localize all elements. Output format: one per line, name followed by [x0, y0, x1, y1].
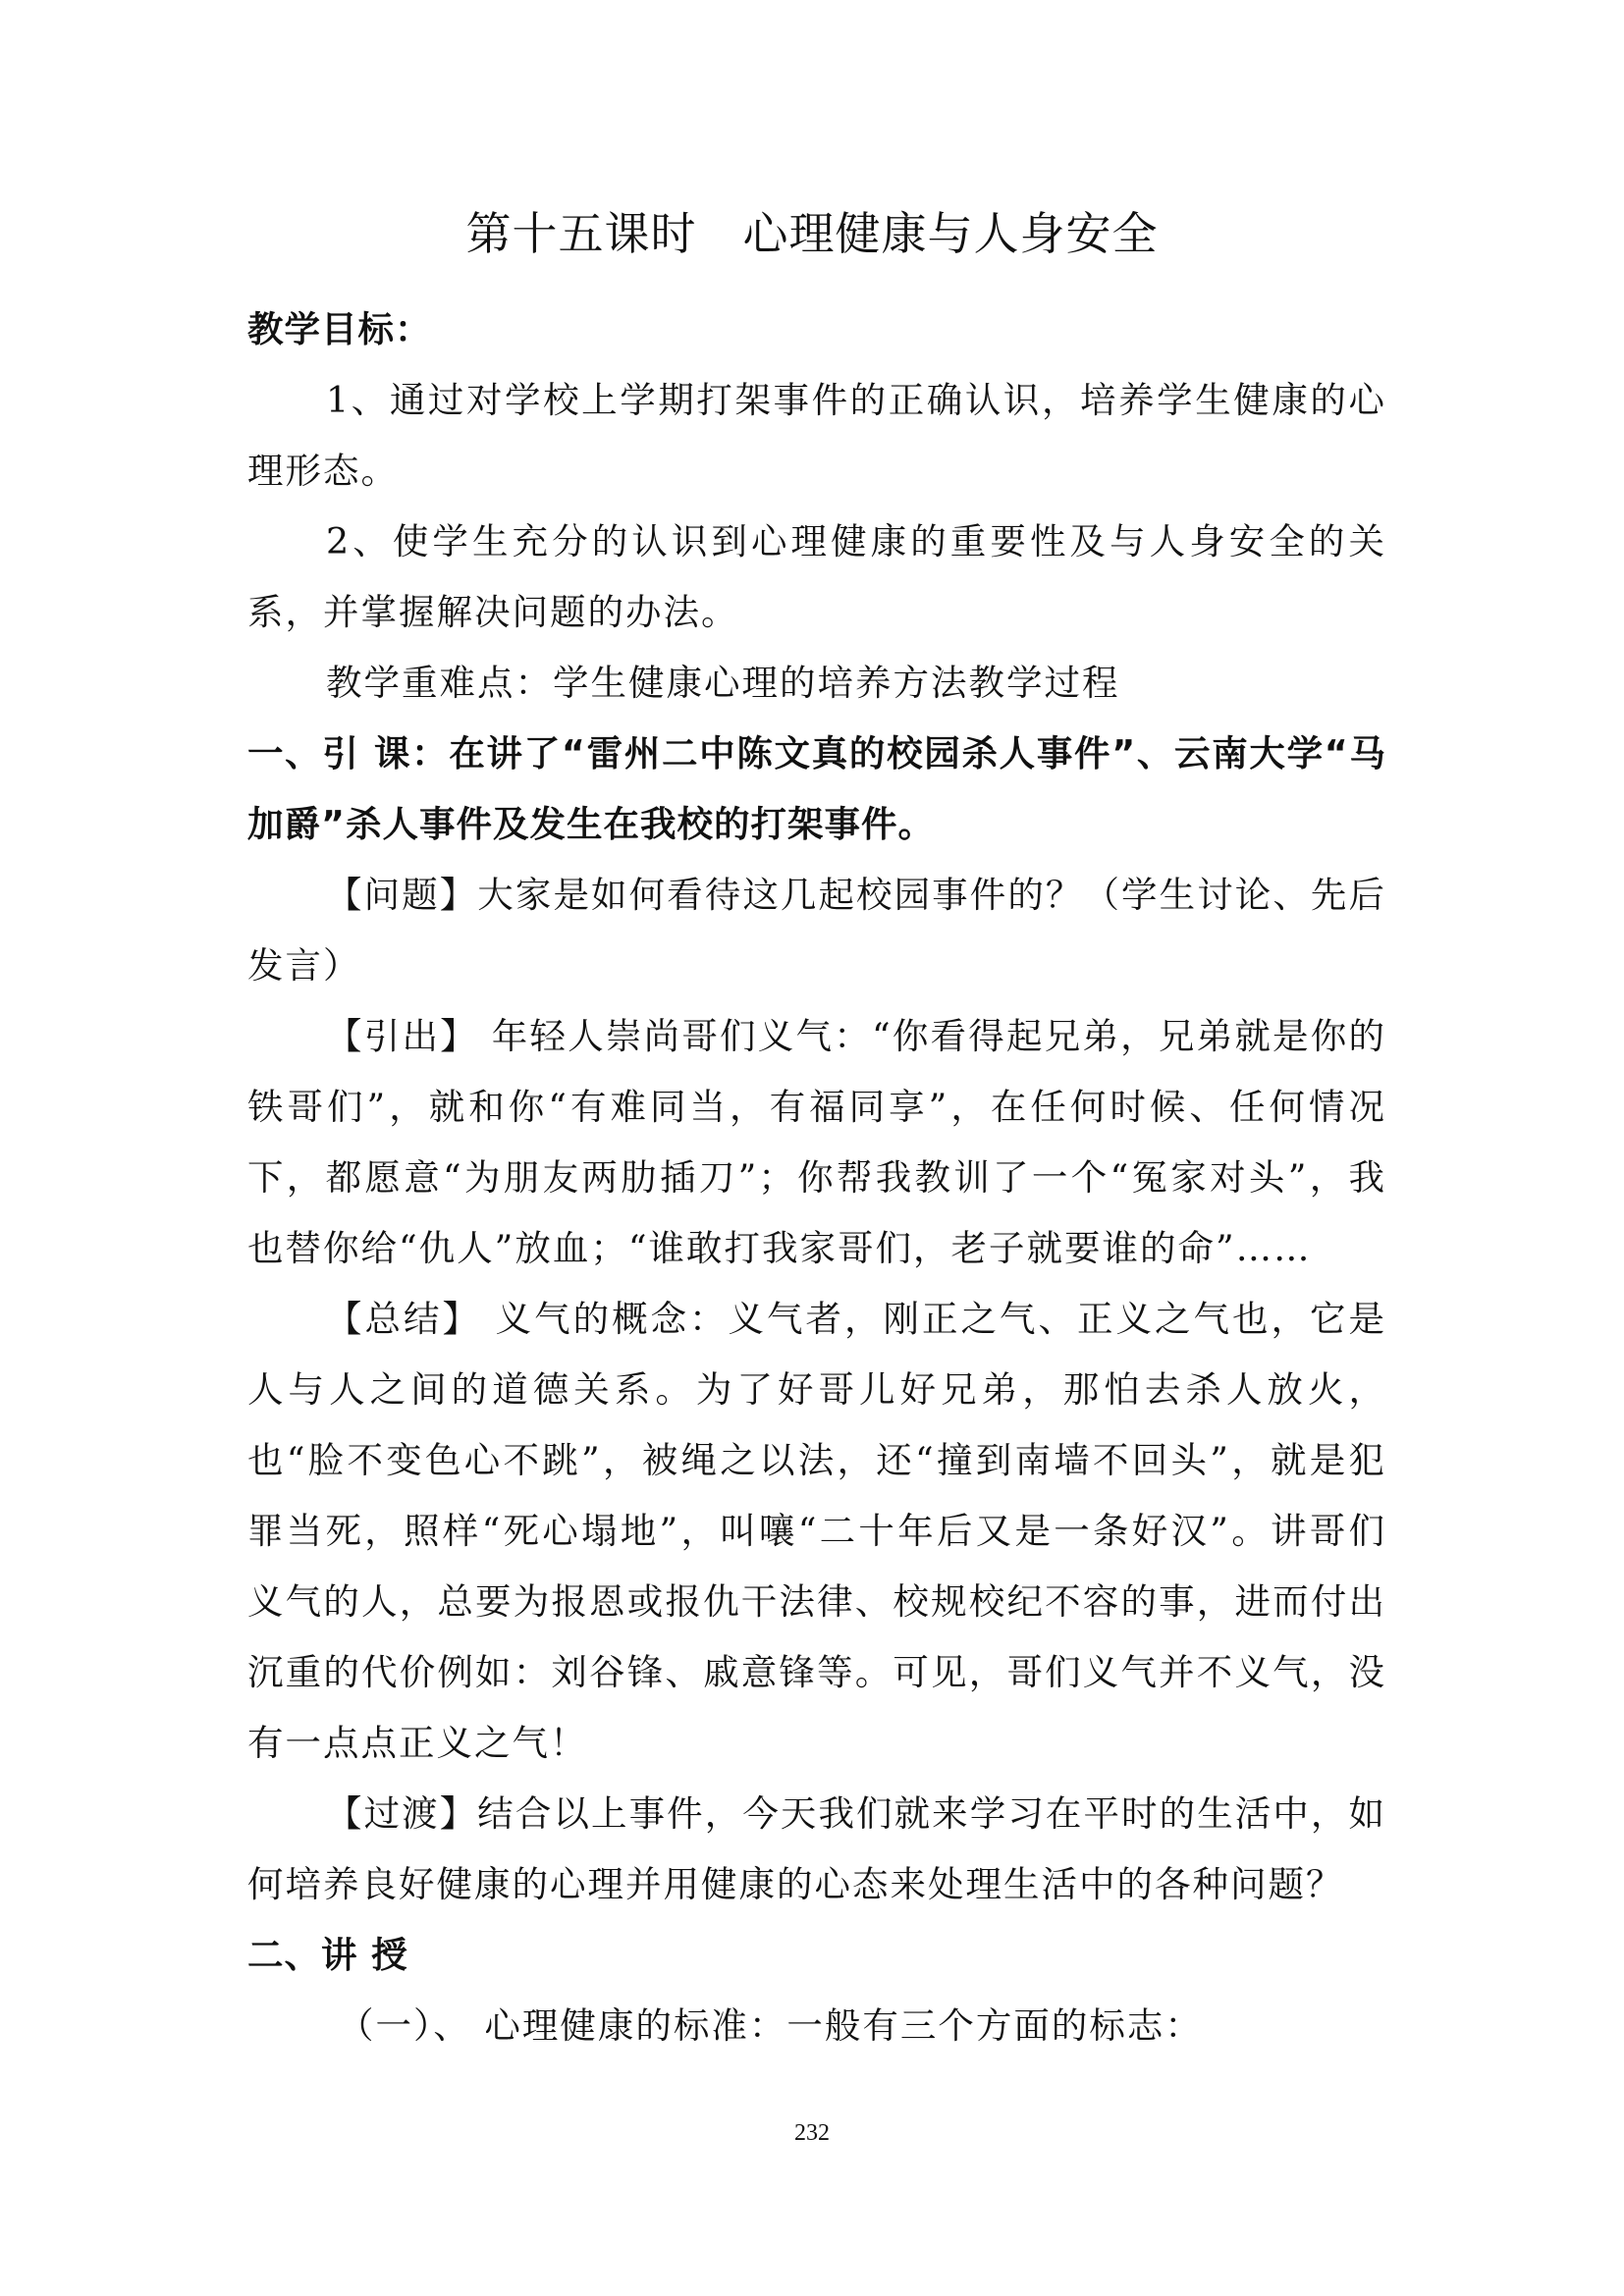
lesson-content — [247, 294, 1386, 2061]
objective-2: 2、使学生充分的认识到心理健康的重要性及与人身安全的关系，并掌握解决问题的办法。 — [247, 520, 1386, 633]
section-2-heading: 二、讲 授 — [247, 1934, 408, 1976]
objectives-heading: 教学目标： — [247, 308, 432, 350]
transition-paragraph: 【过渡】结合以上事件，今天我们就来学习在平时的生活中，如何培养良好健康的心理并用健康的心态来处理生活中的各种问题？ — [247, 1792, 1386, 1905]
subsection-1: （一）、 心理健康的标准：一般有三个方面的标志： — [338, 2004, 1203, 2047]
introduction-paragraph: 【引出】 年轻人崇尚哥们义气：“你看得起兄弟，兄弟就是你的铁哥们”，就和你“有难同当，有福同享”，在任何时候、任何情况下，都愿意“为朋友两肋插刀”；你帮我教训了一个“冤家对头”，我也替你给“仇人”放血；“谁敢打我家哥们，老子就要谁的命”…… — [247, 1015, 1386, 1269]
question-paragraph: 【问题】大家是如何看待这几起校园事件的？（学生讨论、先后发言） — [247, 874, 1386, 987]
section-1-heading: 一、引 课：在讲了“雷州二中陈文真的校园杀人事件”、云南大学“马加爵”杀人事件及发生在我校的打架事件。 — [247, 732, 1386, 845]
key-points: 教学重难点：学生健康心理的培养方法教学过程 — [326, 662, 1120, 704]
objective-1: 1、通过对学校上学期打架事件的正确认识，培养学生健康的心理形态。 — [247, 379, 1386, 492]
page-number: 232 — [794, 2120, 830, 2146]
lesson-title: 第十五课时 心理健康与人身安全 — [465, 207, 1159, 260]
summary-paragraph: 【总结】 义气的概念：义气者，刚正之气、正义之气也，它是人与人之间的道德关系。为了好哥儿好兄弟，那怕去杀人放火，也“脸不变色心不跳”，被绳之以法，还“撞到南墙不回头”，就是犯罪当死，照样“死心塌地”，叫嚷“二十年后又是一条好汉”。讲哥们义气的人，总要为报恩或报仇干法律、校规校纪不容的事，进而付出沉重的代价例如：刘谷锋、戚意锋等。可见，哥们义气并不义气，没有一点点正义之气！ — [247, 1298, 1386, 1764]
